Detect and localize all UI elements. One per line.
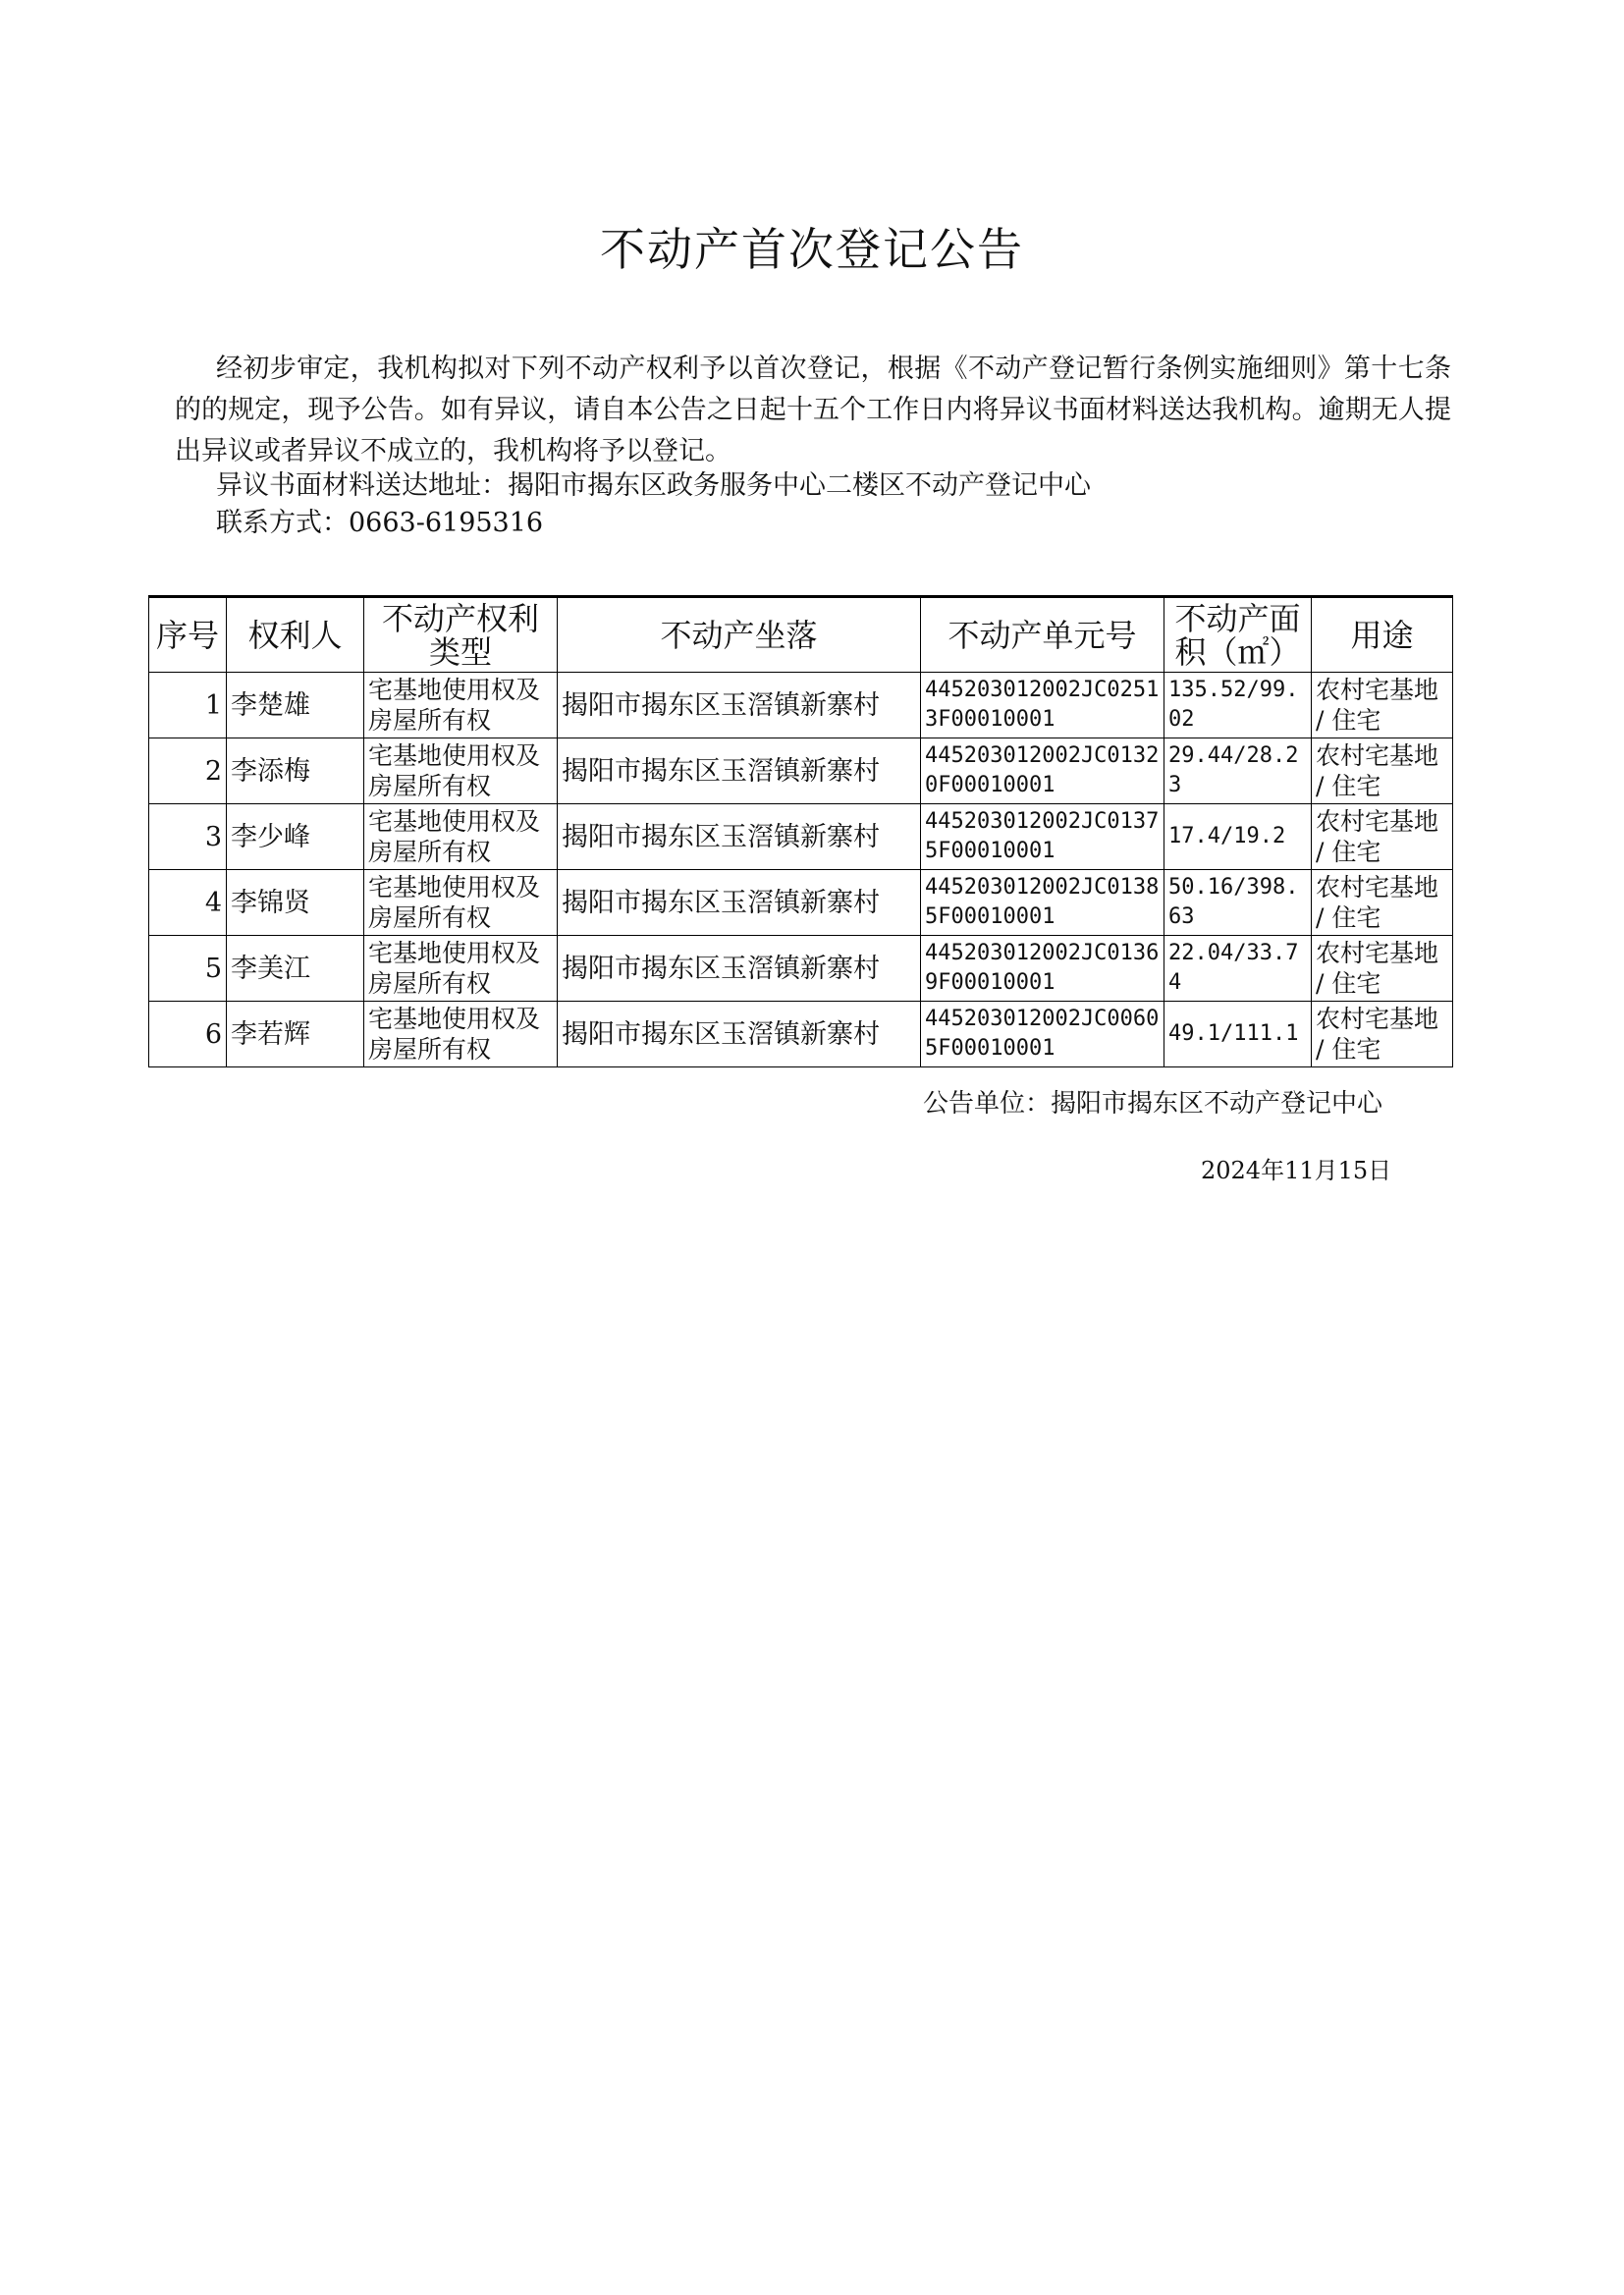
cell-no: 3 <box>149 804 227 870</box>
cell-unit: 445203012002JC01320F00010001 <box>921 738 1164 804</box>
cell-area: 22.04/33.74 <box>1164 936 1312 1002</box>
table-header-row <box>149 597 1453 673</box>
cell-owner: 李若辉 <box>227 1002 364 1067</box>
table-row <box>149 804 1453 870</box>
registration-table <box>148 595 1453 1067</box>
header-use: 用途 <box>1312 597 1453 673</box>
cell-use: 农村宅基地 / 住宅 <box>1312 738 1453 804</box>
announcing-unit: 公告单位：揭阳市揭东区不动产登记中心 <box>923 1089 1383 1119</box>
cell-type: 宅基地使用权及房屋所有权 <box>364 1002 558 1067</box>
cell-no: 5 <box>149 936 227 1002</box>
cell-area: 17.4/19.2 <box>1164 804 1312 870</box>
header-owner: 权利人 <box>227 597 364 673</box>
header-type: 不动产权利类型 <box>364 597 558 673</box>
cell-type: 宅基地使用权及房屋所有权 <box>364 738 558 804</box>
cell-area: 135.52/99.02 <box>1164 673 1312 738</box>
cell-use: 农村宅基地 / 住宅 <box>1312 673 1453 738</box>
cell-location: 揭阳市揭东区玉滘镇新寨村 <box>558 804 921 870</box>
cell-no: 4 <box>149 870 227 936</box>
cell-location: 揭阳市揭东区玉滘镇新寨村 <box>558 738 921 804</box>
cell-type: 宅基地使用权及房屋所有权 <box>364 804 558 870</box>
header-unit: 不动产单元号 <box>921 597 1164 673</box>
contact-info: 联系方式：0663-6195316 <box>216 508 544 538</box>
cell-no: 6 <box>149 1002 227 1067</box>
page-title: 不动产首次登记公告 <box>600 223 1024 276</box>
cell-use: 农村宅基地 / 住宅 <box>1312 804 1453 870</box>
table-row <box>149 738 1453 804</box>
objection-address: 异议书面材料送达地址：揭阳市揭东区政务服务中心二楼区不动产登记中心 <box>216 470 1091 501</box>
cell-no: 1 <box>149 673 227 738</box>
cell-use: 农村宅基地 / 住宅 <box>1312 936 1453 1002</box>
header-location: 不动产坐落 <box>558 597 921 673</box>
table-row <box>149 673 1453 738</box>
announcement-date: 2024年11月15日 <box>1201 1157 1392 1184</box>
cell-unit: 445203012002JC01375F00010001 <box>921 804 1164 870</box>
cell-use: 农村宅基地 / 住宅 <box>1312 870 1453 936</box>
cell-location: 揭阳市揭东区玉滘镇新寨村 <box>558 870 921 936</box>
intro-paragraph: 经初步审定，我机构拟对下列不动产权利予以首次登记，根据《不动产登记暂行条例实施细则》第十七条的的规定，现予公告。如有异议，请自本公告之日起十五个工作日内将异议书面材料送达我机构。逾期无人提出异议或者异议不成立的，我机构将予以登记。 <box>175 354 1451 466</box>
cell-owner: 李楚雄 <box>227 673 364 738</box>
table-row <box>149 1002 1453 1067</box>
cell-unit: 445203012002JC01385F00010001 <box>921 870 1164 936</box>
cell-area: 50.16/398.63 <box>1164 870 1312 936</box>
cell-unit: 445203012002JC02513F00010001 <box>921 673 1164 738</box>
header-area: 不动产面积（㎡） <box>1164 597 1312 673</box>
cell-no: 2 <box>149 738 227 804</box>
cell-area: 49.1/111.1 <box>1164 1002 1312 1067</box>
cell-use: 农村宅基地 / 住宅 <box>1312 1002 1453 1067</box>
cell-type: 宅基地使用权及房屋所有权 <box>364 870 558 936</box>
cell-owner: 李添梅 <box>227 738 364 804</box>
cell-owner: 李美江 <box>227 936 364 1002</box>
cell-location: 揭阳市揭东区玉滘镇新寨村 <box>558 1002 921 1067</box>
cell-unit: 445203012002JC01369F00010001 <box>921 936 1164 1002</box>
table-row <box>149 936 1453 1002</box>
cell-owner: 李锦贤 <box>227 870 364 936</box>
header-no: 序号 <box>149 597 227 673</box>
cell-location: 揭阳市揭东区玉滘镇新寨村 <box>558 936 921 1002</box>
cell-location: 揭阳市揭东区玉滘镇新寨村 <box>558 673 921 738</box>
cell-owner: 李少峰 <box>227 804 364 870</box>
cell-area: 29.44/28.23 <box>1164 738 1312 804</box>
cell-unit: 445203012002JC00605F00010001 <box>921 1002 1164 1067</box>
table-row <box>149 870 1453 936</box>
cell-type: 宅基地使用权及房屋所有权 <box>364 673 558 738</box>
cell-type: 宅基地使用权及房屋所有权 <box>364 936 558 1002</box>
